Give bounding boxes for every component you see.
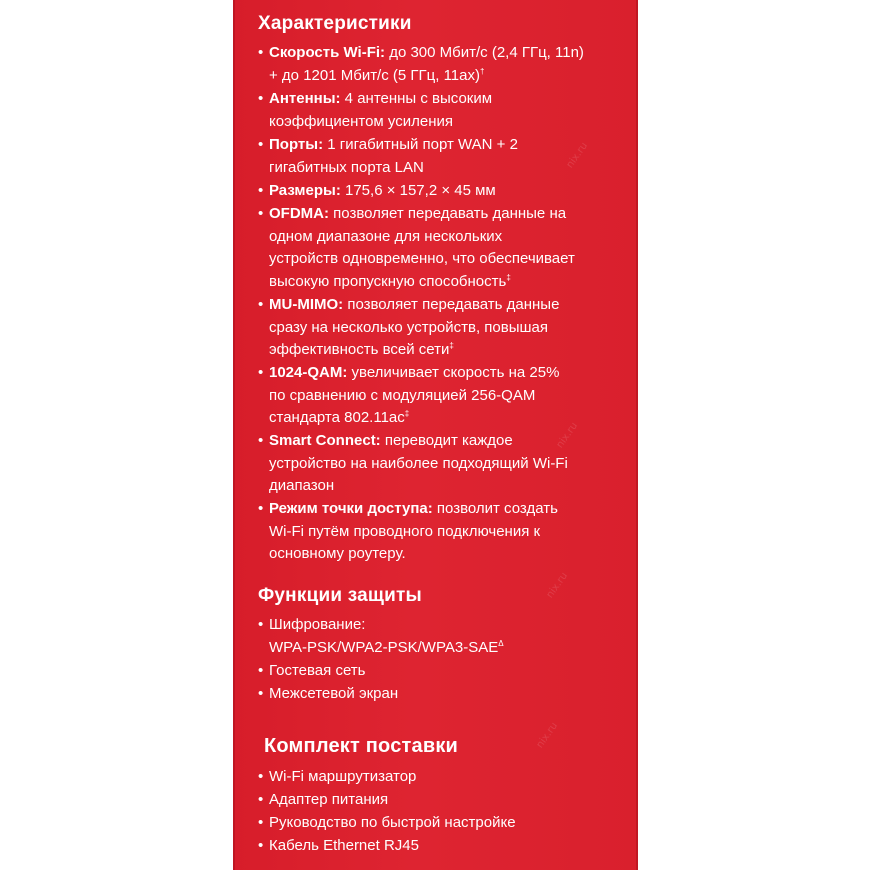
spec-item-wifi-speed: • Скорость Wi-Fi: до 300 Мбит/с (2,4 ГГц, 11n) + до 1201 Мбит/с (5 ГГц, 11ax)† — [258, 44, 584, 84]
bullet-icon: • — [258, 685, 264, 702]
security-item-guest-network: • Гостевая сеть — [258, 660, 630, 683]
bullet-icon: • — [258, 616, 264, 633]
bullet-icon: • — [258, 791, 264, 808]
bullet-icon: • — [258, 768, 264, 785]
characteristics-heading: Характеристики — [258, 13, 412, 34]
package-item-router: • Wi-Fi маршрутизатор — [258, 766, 630, 789]
bullet-icon: • — [258, 662, 264, 679]
spec-item-ports: • Порты: 1 гигабитный порт WAN + 2 гигабитных порта LAN — [258, 136, 518, 176]
bullet-icon: • — [258, 296, 264, 313]
spec-item-access-point-mode: • Режим точки доступа: позволит создать Wi-Fi путём проводного подключения к основному роутеру. — [258, 500, 558, 563]
bullet-icon: • — [258, 837, 264, 854]
background-left — [0, 0, 233, 870]
spec-item-1024qam: • 1024-QAM: увеличивает скорость на 25% по сравнению с модуляцией 256-QAM стандарта 802.11ac‡ — [258, 364, 560, 427]
security-item-encryption: • Шифрование: WPA-$PSK/WPA2-PSK/WPA3-SAE^\Delta$ — [258, 616, 504, 656]
bullet-icon: • — [258, 500, 264, 517]
security-item-firewall: • Межсетевой экран — [258, 683, 630, 706]
package-item-ethernet-cable: • Кабель Ethernet RJ45 — [258, 835, 630, 858]
spec-item-smart-connect: • Smart Connect: переводит каждое устройство на наиболее подходящий Wi-Fi диапазон — [258, 432, 568, 495]
spec-item-antennas: • Антенны: 4 антенны с высоким коэффициентом усиления — [258, 90, 493, 130]
bullet-icon: • — [258, 814, 264, 831]
bullet-icon: • — [258, 205, 264, 222]
spec-item-ofdma: • OFDMA: позволяет передавать данные на одном диапазоне для нескольких устройств одновременно, что обеспечивает высокую пропускную способность‡ — [258, 205, 575, 291]
watermark: nix.ru — [544, 570, 571, 601]
watermark: nix.ru — [554, 420, 581, 451]
package-item-power-adapter: • Адаптер питания — [258, 789, 630, 812]
security-heading: Функции защиты — [258, 585, 422, 606]
watermark: nix.ru — [564, 140, 591, 171]
package-heading: Комплект поставки — [264, 735, 459, 757]
bullet-icon: • — [258, 182, 264, 199]
spec-item-mu-mimo: • MU-MIMO: позволяет передавать данные сразу на несколько устройств, повышая эффективность всей сети‡ — [258, 296, 560, 359]
background-right — [638, 0, 870, 870]
bullet-icon: • — [258, 44, 264, 61]
bullet-icon: • — [258, 432, 264, 449]
bullet-icon: • — [258, 90, 264, 107]
watermark: nix.ru — [534, 720, 561, 751]
spec-item-dimensions: • Размеры: 175,6 × 157,2 × 45 мм — [258, 180, 630, 203]
package-item-quick-guide: • Руководство по быстрой настройке — [258, 812, 630, 835]
bullet-icon: • — [258, 136, 264, 153]
bullet-icon: • — [258, 364, 264, 381]
